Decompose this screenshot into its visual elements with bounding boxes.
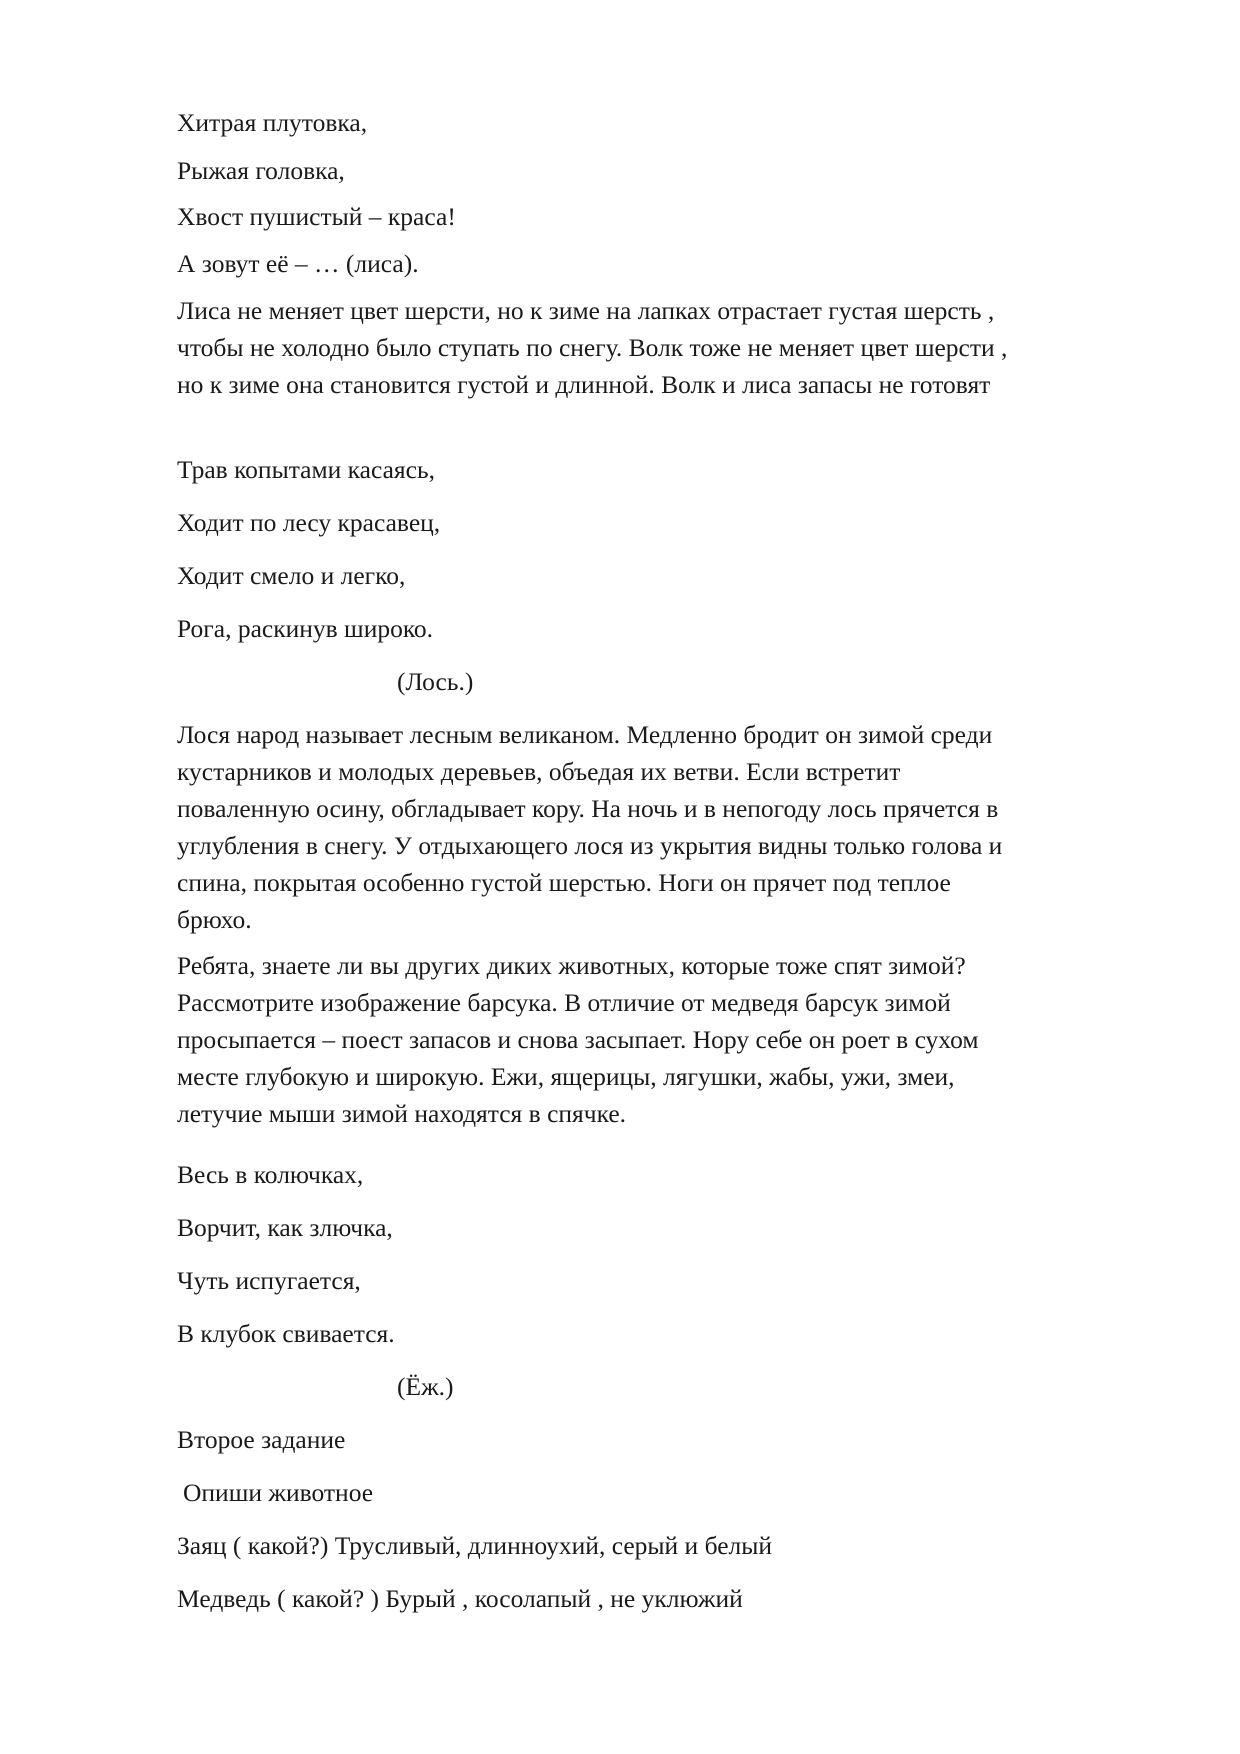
task2-subtitle: Опиши животное — [183, 1478, 374, 1507]
paragraph-line: летучие мыши зимой находятся в спячке. — [177, 1099, 627, 1128]
moose-riddle-line-3: Ходит смело и легко, — [177, 561, 406, 590]
task2-bear: Медведь ( какой? ) Бурый , косолапый , не уклюжий — [177, 1584, 743, 1613]
fox-riddle-line-1: Хитрая плутовка, — [177, 108, 368, 137]
hedgehog-riddle-line-4: В клубок свивается. — [177, 1319, 395, 1348]
task2-title: Второе задание — [177, 1425, 346, 1454]
paragraph-line: поваленную осину, обгладывает кору. На ночь и в непогоду лось прячется в — [177, 794, 999, 823]
paragraph-line: кустарников и молодых деревьев, объедая их ветви. Если встретит — [177, 757, 901, 786]
paragraph-line: Рассмотрите изображение барсука. В отличие от медведя барсук зимой — [177, 988, 951, 1017]
task2-hare: Заяц ( какой?) Трусливый, длинноухий, серый и белый — [177, 1531, 773, 1560]
moose-riddle-answer: (Лось.) — [397, 667, 474, 696]
fox-riddle-line-2: Рыжая головка, — [177, 156, 345, 185]
hedgehog-riddle-line-2: Ворчит, как злючка, — [177, 1213, 393, 1242]
hedgehog-riddle-line-1: Весь в колючках, — [177, 1160, 364, 1189]
paragraph-line: месте глубокую и широкую. Ежи, ящерицы, лягушки, жабы, ужи, змеи, — [177, 1062, 955, 1091]
moose-paragraph — [177, 716, 1177, 938]
badger-paragraph — [177, 947, 1177, 1132]
paragraph-line: Лося народ называет лесным великаном. Медленно бродит он зимой среди — [177, 720, 993, 749]
moose-riddle-line-4: Рога, раскинув широко. — [177, 614, 434, 643]
paragraph-line: но к зиме она становится густой и длинной. Волк и лиса запасы не готовят — [177, 370, 991, 399]
paragraph-line: Ребята, знаете ли вы других диких животных, которые тоже спят зимой? — [177, 951, 966, 980]
moose-riddle-line-1: Трав копытами касаясь, — [177, 455, 435, 484]
paragraph-line: спина, покрытая особенно густой шерстью. Ноги он прячет под теплое — [177, 868, 951, 897]
paragraph-line: углубления в снегу. У отдыхающего лося из укрытия видны только голова и — [177, 831, 1003, 860]
paragraph-line: просыпается – поест запасов и снова засыпает. Нору себе он роет в сухом — [177, 1025, 979, 1054]
hedgehog-riddle-answer: (Ёж.) — [397, 1372, 454, 1401]
fox-riddle-line-3: Хвост пушистый – краса! — [177, 202, 456, 231]
paragraph-line: чтобы не холодно было ступать по снегу. Волк тоже не меняет цвет шерсти , — [177, 333, 1008, 362]
paragraph-line: брюхо. — [177, 905, 252, 934]
paragraph-line: Лиса не меняет цвет шерсти, но к зиме на лапках отрастает густая шерсть , — [177, 296, 995, 325]
fox-wolf-paragraph — [177, 292, 1177, 403]
moose-riddle-line-2: Ходит по лесу красавец, — [177, 508, 441, 537]
fox-riddle-line-4: А зовут её – … (лиса). — [177, 249, 419, 278]
hedgehog-riddle-line-3: Чуть испугается, — [177, 1266, 361, 1295]
